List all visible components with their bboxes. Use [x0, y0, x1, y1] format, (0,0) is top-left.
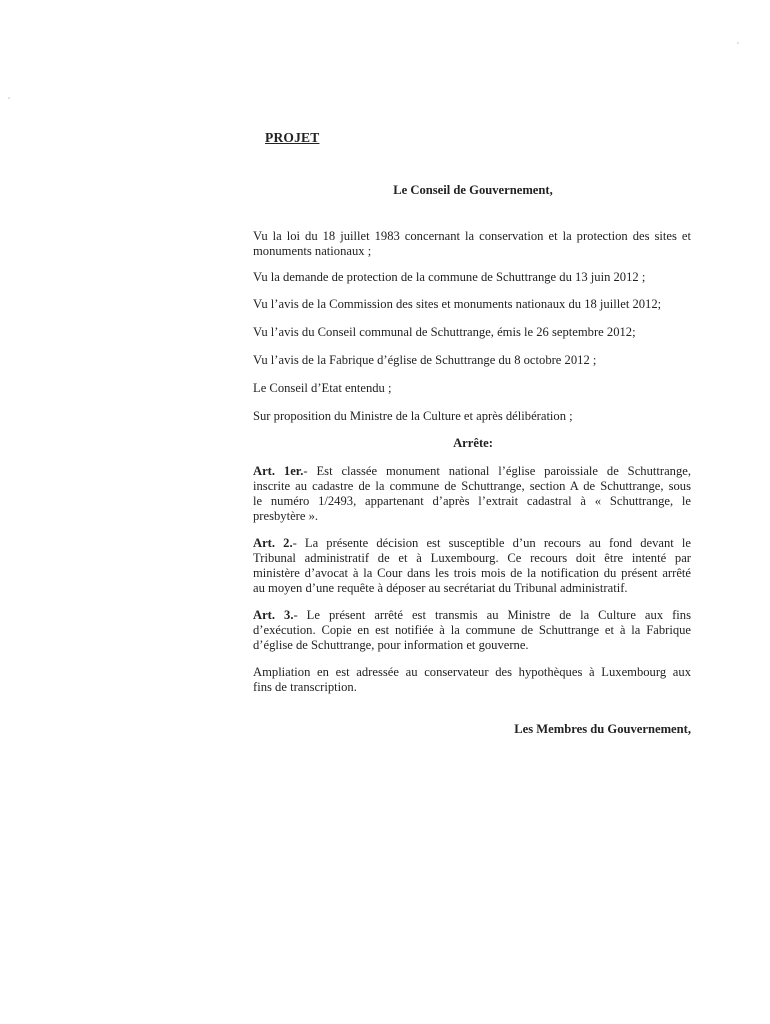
consideration-1-line-2: monuments nationaux ;: [253, 244, 372, 258]
article-2-line-3: ministère d’avocat à la Cour dans les trois mois de la notification du présent arrêté: [253, 566, 691, 580]
article-2-line-1: [253, 536, 691, 551]
article-3-label: Art. 3.: [253, 608, 294, 622]
article-2-text-1: - La présente décision est susceptible d’un recours au fond devant le: [292, 536, 691, 550]
consideration-6: Le Conseil d’Etat entendu ;: [253, 381, 392, 395]
article-3-line-1: [253, 608, 691, 623]
article-1-text-1: - Est classée monument national l’église paroissiale de Schuttrange,: [303, 464, 691, 478]
article-1-line-2: inscrite au cadastre de la commune de Schuttrange, section A de Schuttrange, sous: [253, 479, 691, 493]
consideration-4: Vu l’avis du Conseil communal de Schuttrange, émis le 26 septembre 2012;: [253, 325, 636, 339]
heading-projet: PROJET: [265, 130, 320, 145]
article-3-line-2: d’exécution. Copie en est notifiée à la commune de Schuttrange et à la Fabrique: [253, 623, 691, 637]
article-2-line-4: au moyen d’une requête à déposer au secrétariat du Tribunal administratif.: [253, 581, 628, 595]
article-2-label: Art. 2.: [253, 536, 293, 550]
article-2-line-2: Tribunal administratif de et à Luxembourg. Ce recours doit être intenté par: [253, 551, 691, 565]
article-3-text-1: - Le présent arrêté est transmis au Ministre de la Culture aux fins: [293, 608, 692, 622]
consideration-5: Vu l’avis de la Fabrique d’église de Schuttrange du 8 octobre 2012 ;: [253, 353, 597, 367]
ampliation-line-2: fins de transcription.: [253, 680, 357, 694]
consideration-3: Vu l’avis de la Commission des sites et monuments nationaux du 18 juillet 2012;: [253, 297, 662, 311]
consideration-2: Vu la demande de protection de la commune de Schuttrange du 13 juin 2012 ;: [253, 270, 646, 284]
article-1-label: Art. 1er.: [253, 464, 304, 478]
article-1-line-3: le numéro 1/2493, appartenant d’après l’extrait cadastral à « Schuttrange, le: [253, 494, 691, 508]
ampliation-line-1: Ampliation en est adressée au conservateur des hypothèques à Luxembourg aux: [253, 665, 691, 679]
consideration-7: Sur proposition du Ministre de la Culture et après délibération ;: [253, 409, 573, 423]
scan-speck: [737, 42, 739, 44]
issuer-line: Le Conseil de Gouvernement,: [393, 183, 553, 197]
article-1-line-1: [253, 464, 691, 479]
consideration-1-line-1: Vu la loi du 18 juillet 1983 concernant la conservation et la protection des sites et: [253, 229, 691, 243]
signature-line: Les Membres du Gouvernement,: [514, 722, 691, 736]
decision-title: Arrête:: [453, 436, 493, 450]
article-1-line-4: presbytère ».: [253, 509, 319, 523]
article-3-line-3: d’église de Schuttrange, pour information et gouverne.: [253, 638, 529, 652]
scan-speck: [8, 97, 10, 99]
